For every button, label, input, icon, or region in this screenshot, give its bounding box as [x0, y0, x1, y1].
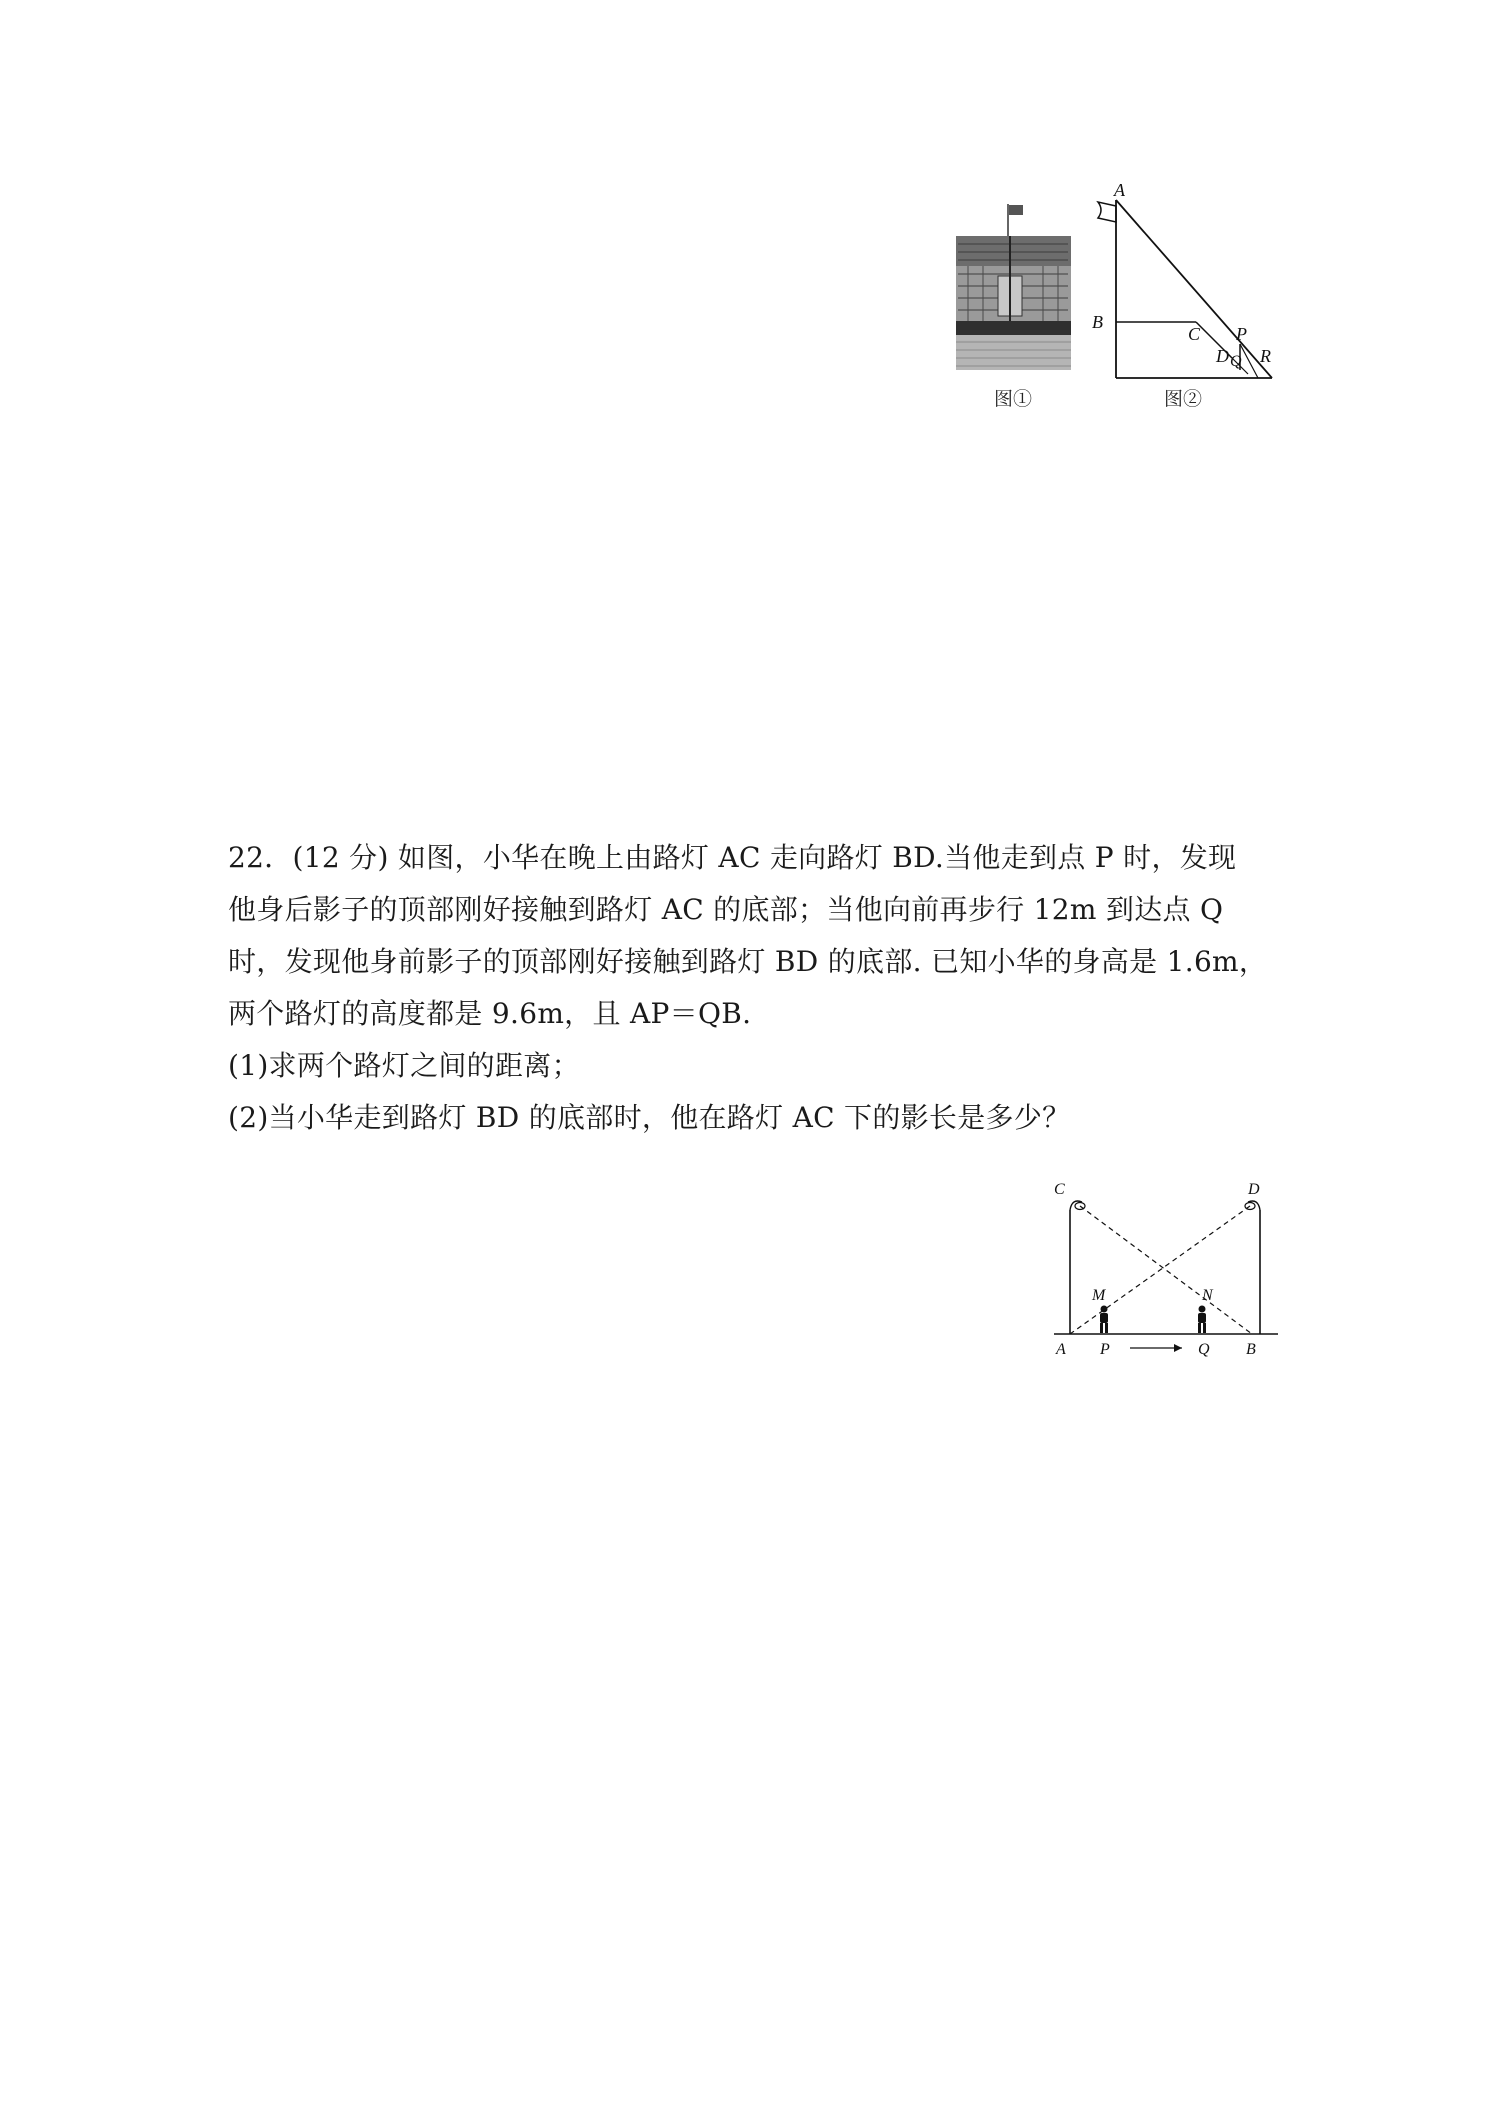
label-M: M: [1092, 1287, 1106, 1304]
label-Q: Q: [1230, 353, 1242, 370]
label-R: R: [1260, 346, 1271, 366]
figure-2-diagram: [1080, 182, 1280, 382]
label-P: P: [1100, 1341, 1110, 1358]
person-n-icon: [1198, 1306, 1206, 1334]
label-D: D: [1216, 346, 1229, 366]
label-D: D: [1248, 1181, 1260, 1198]
figure-2-caption: 图②: [1163, 388, 1202, 410]
label-Q: Q: [1198, 1341, 1210, 1358]
label-A: A: [1114, 182, 1125, 200]
label-N: N: [1202, 1287, 1213, 1304]
problem-line-3: 时，发现他身前影子的顶部刚好接触到路灯 BD 的底部. 已知小华的身高是 1.6m，: [228, 945, 1268, 978]
problem-line-1: [228, 832, 1268, 884]
flagpole-photo: [948, 196, 1078, 376]
problem-22: [228, 832, 1268, 1144]
question-1: (1)求两个路灯之间的距离；: [228, 1049, 580, 1082]
label-A: A: [1056, 1341, 1066, 1358]
problem-text-1: 如图，小华在晚上由路灯 AC 走向路灯 BD.当他走到点 P 时，发现: [397, 841, 1237, 874]
figure-2: [1080, 182, 1280, 382]
figure-1: [948, 196, 1078, 376]
figure-1-caption: 图①: [993, 388, 1032, 410]
label-B: B: [1092, 312, 1103, 332]
problem-line-4: 两个路灯的高度都是 9.6m，且 AP＝QB.: [228, 997, 752, 1030]
label-C: C: [1188, 324, 1201, 344]
figure-3: [1050, 1176, 1280, 1366]
problem-number: 22．: [228, 841, 293, 874]
person-m-icon: [1100, 1306, 1108, 1334]
label-P: P: [1236, 324, 1247, 344]
label-B: B: [1246, 1341, 1256, 1358]
label-C: C: [1054, 1181, 1065, 1198]
question-2: (2)当小华走到路灯 BD 的底部时，他在路灯 AC 下的影长是多少？: [228, 1101, 1071, 1134]
problem-line-2: 他身后影子的顶部刚好接触到路灯 AC 的底部；当他向前再步行 12m 到达点 Q: [228, 893, 1224, 926]
problem-points: (12 分): [292, 841, 389, 874]
figure-3-diagram: [1050, 1176, 1280, 1366]
